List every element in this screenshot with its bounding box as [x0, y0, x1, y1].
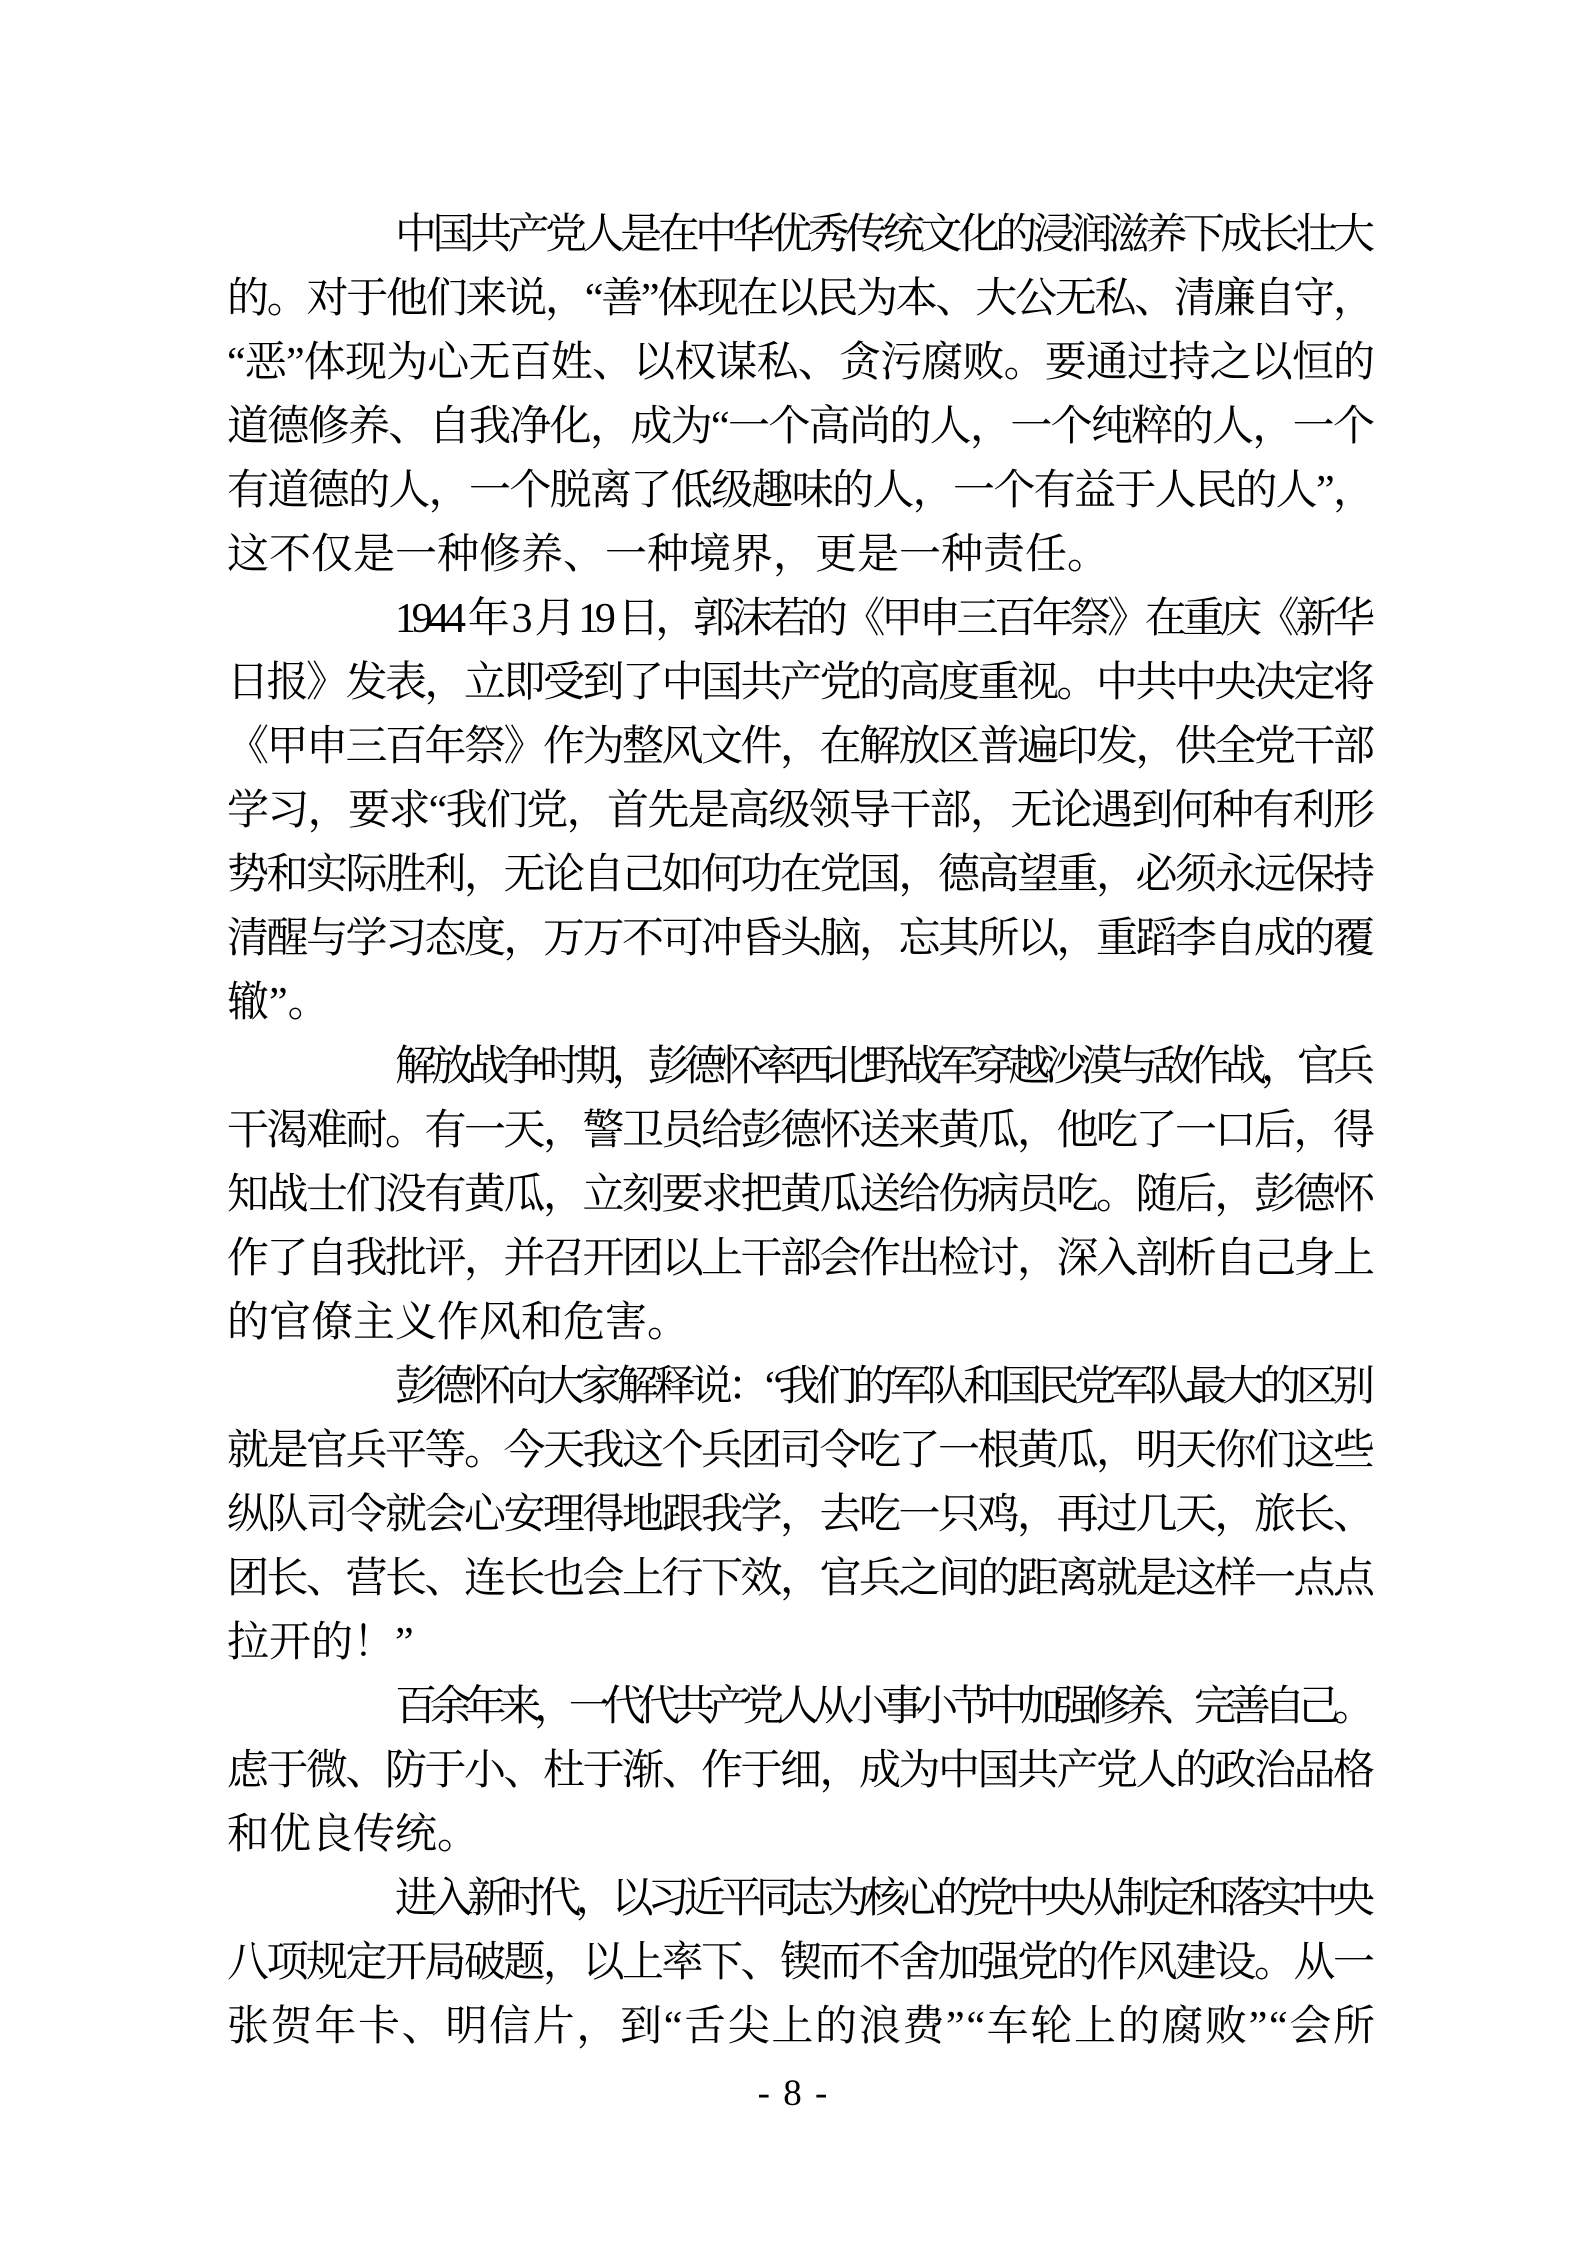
text-line	[227, 1867, 1375, 1931]
text-line	[227, 459, 1375, 523]
text-line-content: 《甲申三百年祭》作为整风文件，在解放区普遍印发，供全党干部	[227, 724, 1373, 770]
page-number: - 8 -	[757, 2073, 830, 2114]
text-line	[227, 395, 1375, 459]
text-line-content: 解放战争时期，彭德怀率西北野战军穿越沙漠与敌作战，官兵	[395, 1044, 1370, 1090]
text-line-content: 道德修养、自我净化，成为“一个高尚的人，一个纯粹的人，一个	[227, 404, 1374, 450]
text-line	[227, 1227, 1375, 1291]
text-line-content: 这不仅是一种修养、一种境界，更是一种责任。	[227, 532, 1110, 578]
text-line-content: 拉开的！”	[227, 1620, 414, 1666]
text-line	[227, 1995, 1375, 2059]
document-body	[227, 203, 1375, 2059]
text-line-content: 知战士们没有黄瓜，立刻要求把黄瓜送给伤病员吃。随后，彭德怀	[227, 1172, 1373, 1218]
paragraph	[227, 587, 1375, 1035]
text-line-content: 的官僚主义作风和危害。	[227, 1300, 690, 1346]
text-line	[227, 843, 1375, 907]
text-line	[227, 587, 1375, 651]
text-line	[227, 1163, 1375, 1227]
text-line-content: 的。对于他们来说，“善”体现在以民为本、大公无私、清廉自守，	[227, 276, 1373, 322]
text-line	[227, 1355, 1375, 1419]
text-line-content: 虑于微、防于小、杜于渐、作于细，成为中国共产党人的政治品格	[227, 1748, 1373, 1794]
text-line	[227, 1803, 1375, 1867]
text-line-content: 团长、营长、连长也会上行下效，官兵之间的距离就是这样一点点	[227, 1556, 1373, 1602]
text-line	[227, 651, 1375, 715]
text-line	[227, 1611, 1375, 1675]
text-line-content: 作了自我批评，并召开团以上干部会作出检讨，深入剖析自己身上	[227, 1236, 1373, 1282]
text-line-content: 彭德怀向大家解释说：“我们的军队和国民党军队最大的区别	[395, 1364, 1370, 1410]
text-line	[227, 715, 1375, 779]
text-line	[227, 331, 1375, 395]
text-line-content: 清醒与学习态度，万万不可冲昏头脑，忘其所以，重蹈李自成的覆	[227, 916, 1373, 962]
text-line-content: 纵队司令就会心安理得地跟我学，去吃一只鸡，再过几天，旅长、	[227, 1492, 1373, 1538]
text-line-content: 学习，要求“我们党，首先是高级领导干部，无论遇到何种有利形	[227, 788, 1374, 834]
text-line	[227, 779, 1375, 843]
text-line-content: 八项规定开局破题，以上率下、锲而不舍加强党的作风建设。从一	[227, 1940, 1373, 1986]
paragraph	[227, 1867, 1375, 2059]
text-line	[227, 1739, 1375, 1803]
text-line-content: 日报》发表，立即受到了中国共产党的高度重视。中共中央决定将	[227, 660, 1373, 706]
paragraph	[227, 203, 1375, 587]
text-line	[227, 1483, 1375, 1547]
text-line-content: 1944 年 3 月 19 日，郭沫若的《甲申三百年祭》在重庆《新华	[395, 596, 1371, 642]
text-line-content: 有道德的人，一个脱离了低级趣味的人，一个有益于人民的人”，	[227, 468, 1374, 514]
text-line	[227, 1547, 1375, 1611]
text-line	[227, 267, 1375, 331]
text-line-content: 进入新时代，以习近平同志为核心的党中央从制定和落实中央	[395, 1876, 1370, 1922]
text-line-content: 干渴难耐。有一天，警卫员给彭德怀送来黄瓜，他吃了一口后，得	[227, 1108, 1373, 1154]
text-line	[227, 1931, 1375, 1995]
text-line	[227, 203, 1375, 267]
text-line-content: 辙”。	[227, 980, 330, 1026]
text-line	[227, 1675, 1375, 1739]
text-line-content: 和优良传统。	[227, 1812, 480, 1858]
text-line-content: 就是官兵平等。今天我这个兵团司令吃了一根黄瓜，明天你们这些	[227, 1428, 1373, 1474]
text-line	[227, 907, 1375, 971]
text-line	[227, 971, 1375, 1035]
text-line-content: 势和实际胜利，无论自己如何功在党国，德高望重，必须永远保持	[227, 852, 1373, 898]
text-line-content: 张贺年卡、明信片，到“舌尖上的浪费”“车轮上的腐败”“会所	[227, 2004, 1377, 2050]
text-line-content: 百余年来，一代代共产党人从小事小节中加强修养、完善自己。	[395, 1684, 1368, 1730]
text-line	[227, 1035, 1375, 1099]
paragraph	[227, 1035, 1375, 1355]
text-line	[227, 523, 1375, 587]
paragraph	[227, 1675, 1375, 1867]
text-line	[227, 1291, 1375, 1355]
paragraph	[227, 1355, 1375, 1675]
text-line-content: 中国共产党人是在中华优秀传统文化的浸润滋养下成长壮大	[395, 212, 1371, 258]
text-line	[227, 1099, 1375, 1163]
text-line-content: “恶”体现为心无百姓、以权谋私、贪污腐败。要通过持之以恒的	[227, 340, 1375, 386]
text-line	[227, 1419, 1375, 1483]
